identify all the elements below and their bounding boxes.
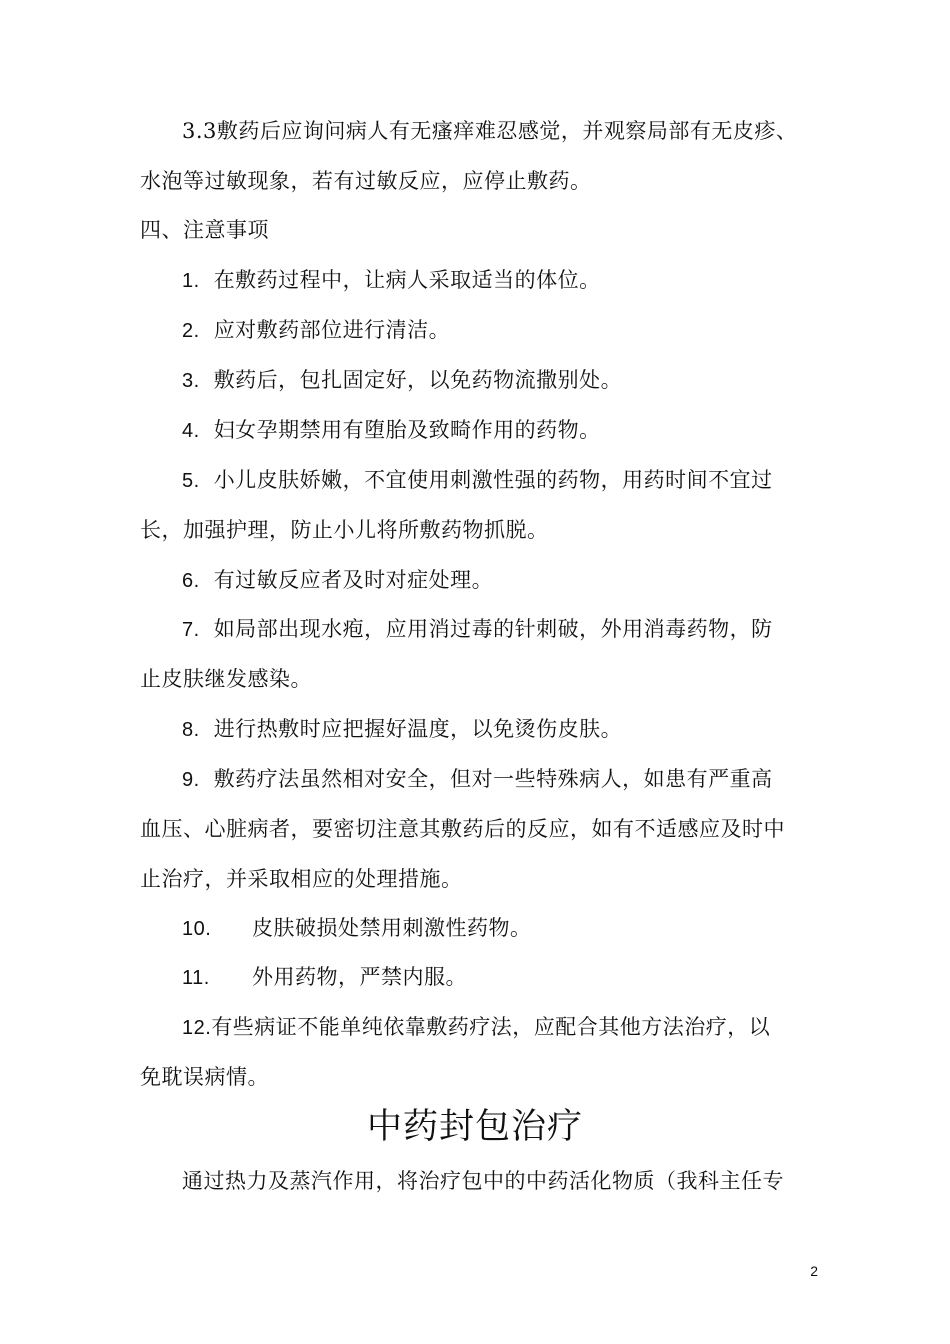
list-item-number: 4. xyxy=(182,420,200,442)
list-item-8 xyxy=(182,714,622,745)
list-item-text: 应对敷药部位进行清洁。 xyxy=(213,318,451,342)
list-item-9 xyxy=(182,764,773,795)
list-item-9-continuation-1: 血压、心脏病者，要密切注意其敷药后的反应，如有不适感应及时中 xyxy=(140,817,785,841)
list-item-text: 进行热敷时应把握好温度，以免烫伤皮肤。 xyxy=(213,717,623,741)
section-heading-precautions: 四、注意事项 xyxy=(140,218,269,242)
list-item-11 xyxy=(182,962,467,993)
list-item-number: 6. xyxy=(182,570,200,592)
list-item-text: 妇女孕期禁用有堕胎及致畸作用的药物。 xyxy=(213,418,601,442)
list-item-1 xyxy=(182,265,601,296)
list-item-2 xyxy=(182,315,450,346)
list-item-text: 有过敏反应者及时对症处理。 xyxy=(213,568,494,592)
paragraph-3-3-line-2: 水泡等过敏现象，若有过敏反应，应停止敷药。 xyxy=(140,169,592,193)
list-item-number: 12. xyxy=(182,1017,212,1039)
list-item-number: 9. xyxy=(182,769,200,791)
list-item-3 xyxy=(182,365,622,396)
paragraph-3-3-line-1: 3.3敷药后应询问病人有无瘙痒难忍感觉，并观察局部有无皮疹、 xyxy=(182,119,798,143)
list-item-5-continuation: 长，加强护理，防止小儿将所敷药物抓脱。 xyxy=(140,518,549,542)
list-item-number: 11. xyxy=(182,967,210,989)
list-item-number: 5. xyxy=(182,470,200,492)
list-item-4 xyxy=(182,415,601,446)
page-number: 2 xyxy=(810,1263,818,1279)
list-item-number: 1. xyxy=(182,270,200,292)
list-item-7 xyxy=(182,614,773,645)
section-title: 中药封包治疗 xyxy=(366,1107,583,1147)
list-item-text: 皮肤破损处禁用刺激性药物。 xyxy=(252,916,532,940)
list-item-number: 8. xyxy=(182,719,200,741)
list-item-text: 外用药物，严禁内服。 xyxy=(252,965,467,989)
list-item-7-continuation: 止皮肤继发感染。 xyxy=(140,667,312,691)
list-item-10 xyxy=(182,913,532,944)
list-item-number: 3. xyxy=(182,370,200,392)
list-item-text: 小儿皮肤娇嫩，不宜使用刺激性强的药物，用药时间不宜过 xyxy=(213,468,773,492)
list-item-9-continuation-2: 止治疗，并采取相应的处理措施。 xyxy=(140,867,463,891)
intro-paragraph-line-1: 通过热力及蒸汽作用，将治疗包中的中药活化物质（我科主任专 xyxy=(182,1169,784,1193)
list-item-5 xyxy=(182,465,773,496)
list-item-text: 在敷药过程中，让病人采取适当的体位。 xyxy=(213,268,601,292)
list-item-12 xyxy=(182,1012,770,1043)
list-item-text: 敷药疗法虽然相对安全，但对一些特殊病人，如患有严重高 xyxy=(213,767,773,791)
list-item-number: 7. xyxy=(182,619,200,641)
list-item-text: 有些病证不能单纯依靠敷药疗法，应配合其他方法治疗，以 xyxy=(211,1015,771,1039)
list-item-number: 2. xyxy=(182,320,200,342)
list-item-text: 敷药后，包扎固定好，以免药物流撒别处。 xyxy=(213,368,623,392)
list-item-number: 10. xyxy=(182,918,212,940)
list-item-6 xyxy=(182,565,493,596)
list-item-12-continuation: 免耽误病情。 xyxy=(140,1065,269,1089)
list-item-text: 如局部出现水疱，应用消过毒的针刺破，外用消毒药物，防 xyxy=(213,617,773,641)
